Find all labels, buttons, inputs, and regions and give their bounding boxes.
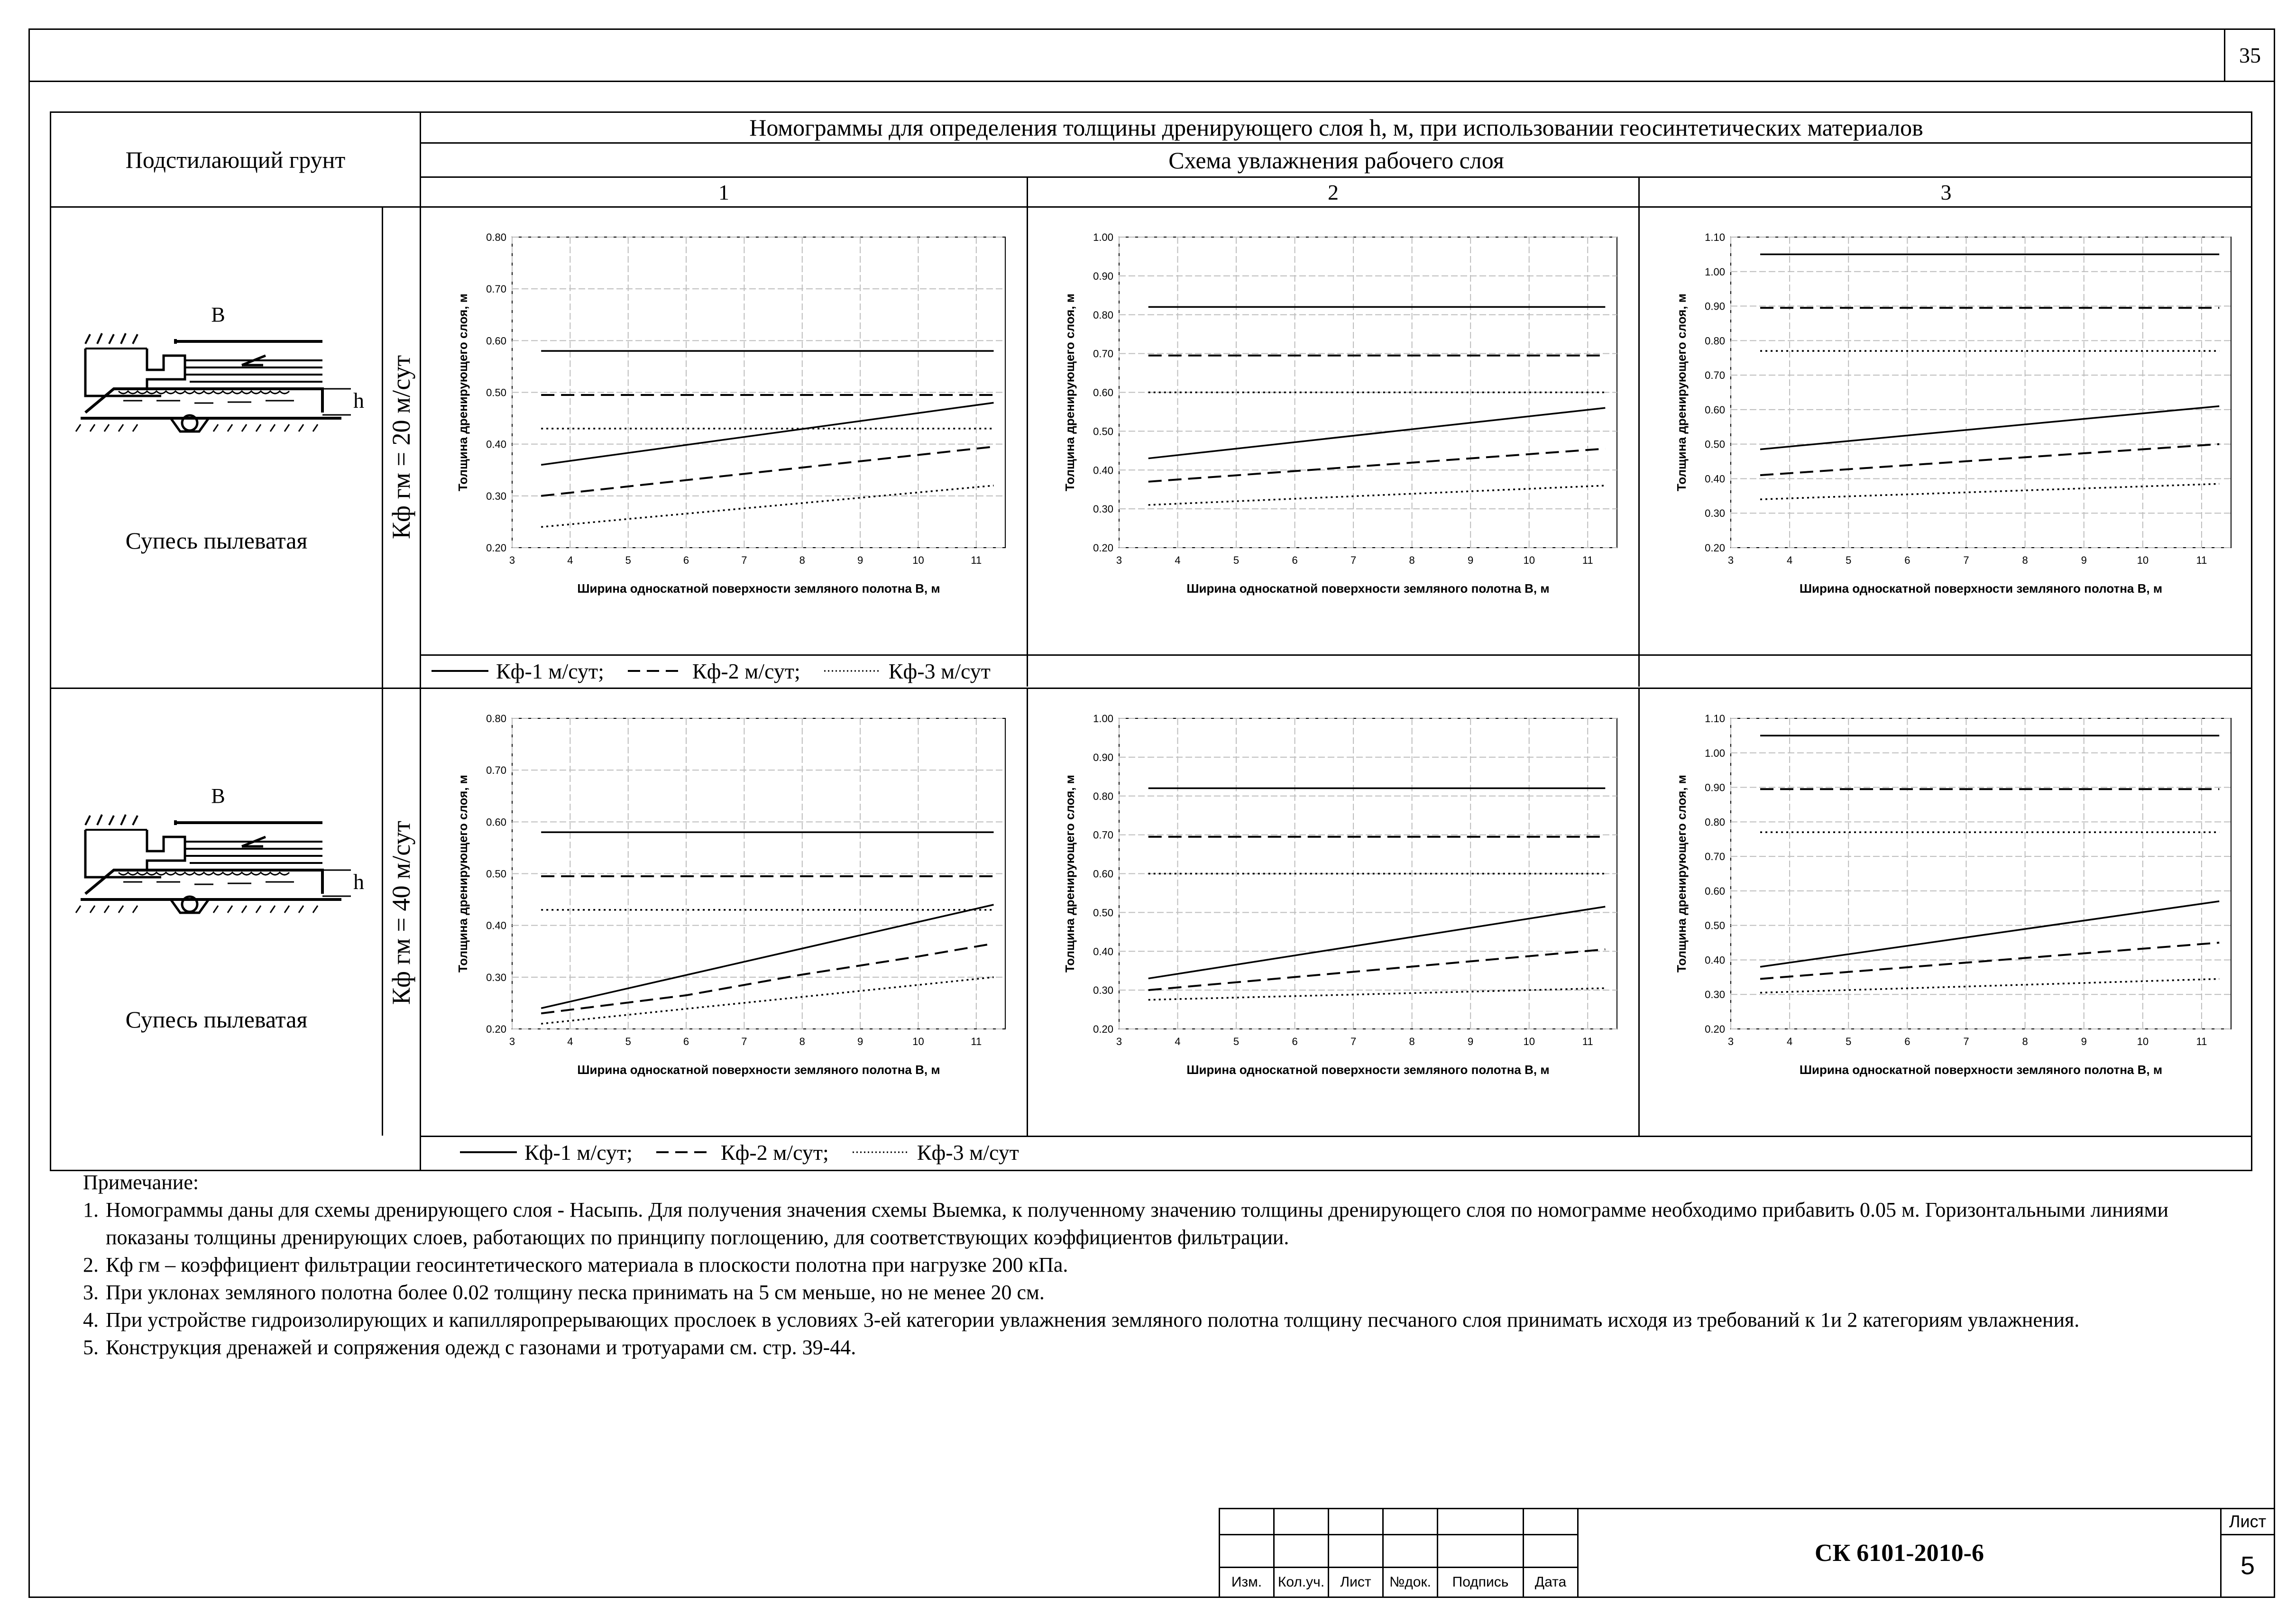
y-tick-label: 0.50 <box>1093 907 1113 919</box>
note-item <box>83 1306 2226 1334</box>
chart-row2-scheme3 <box>1641 692 2250 1110</box>
y-tick-label: 0.60 <box>486 335 506 347</box>
stamp-label-data: Дата <box>1524 1567 1578 1597</box>
y-tick-label: 0.30 <box>486 971 506 983</box>
plot-area <box>1731 718 2231 1029</box>
row-separator <box>50 688 2252 689</box>
y-tick-label: 0.40 <box>1705 954 1725 966</box>
header-line-3 <box>50 206 2252 208</box>
chart-svg <box>422 692 1024 1110</box>
page-number: 35 <box>2239 43 2261 67</box>
scheme-divider-2 <box>1638 176 1640 687</box>
row-1-k-label: Кф гм = 20 м/сут <box>387 355 416 539</box>
x-tick-label: 10 <box>2137 1036 2149 1047</box>
x-tick-label: 7 <box>741 1036 747 1047</box>
legend-item-k1 <box>460 1140 633 1165</box>
stamp-label-izm: Изм. <box>1220 1567 1274 1597</box>
stamp-label-list: Лист <box>1329 1567 1383 1597</box>
y-tick-label: 0.70 <box>486 764 506 777</box>
scheme-1-header: 1 <box>718 180 729 204</box>
note-item <box>83 1251 2226 1279</box>
chart-svg <box>1641 692 2250 1110</box>
x-tick-label: 11 <box>2196 554 2207 566</box>
scheme-divider-1 <box>1027 176 1028 687</box>
legend-row-1 <box>432 657 1014 685</box>
note-number: 1. <box>83 1198 99 1221</box>
note-number: 5. <box>83 1336 99 1359</box>
x-axis-label: Ширина односкатной поверхности земляного полотна В, м <box>577 581 940 596</box>
diagram-b-label: В <box>211 784 225 807</box>
note-number: 3. <box>83 1281 99 1304</box>
x-tick-label: 10 <box>1523 1036 1535 1047</box>
note-number: 2. <box>83 1253 99 1276</box>
x-tick-label: 7 <box>1350 1036 1357 1047</box>
row-1-legend-line <box>420 654 2252 656</box>
row-2-legend-line <box>420 1136 2252 1137</box>
stamp-label-ndok: №док. <box>1383 1567 1438 1597</box>
legend-label: Кф-1 м/сут; <box>496 659 604 683</box>
x-tick-label: 10 <box>912 1036 924 1047</box>
y-tick-label: 1.00 <box>1705 266 1725 278</box>
row-2-k-label-wrap <box>383 690 420 1136</box>
y-tick-label: 0.60 <box>1705 404 1725 416</box>
y-tick-label: 0.30 <box>1705 989 1725 1001</box>
y-tick-label: 0.60 <box>1705 885 1725 897</box>
scheme-divider-1b <box>1027 688 1028 1137</box>
chart-svg <box>422 211 1024 628</box>
x-tick-label: 7 <box>1963 1036 1969 1047</box>
x-tick-label: 5 <box>625 1036 631 1047</box>
scheme-2-header: 2 <box>1328 180 1339 204</box>
diagram-h-label: h <box>353 870 364 894</box>
x-axis-label: Ширина односкатной поверхности земляного полотна В, м <box>1799 1063 2163 1077</box>
x-axis-label: Ширина односкатной поверхности земляного полотна В, м <box>1799 581 2163 596</box>
stamp-label-podpis: Подпись <box>1438 1567 1524 1597</box>
y-tick-label: 1.00 <box>1093 231 1113 243</box>
x-tick-label: 4 <box>1786 1036 1793 1047</box>
x-tick-label: 6 <box>1292 554 1298 566</box>
y-tick-label: 0.40 <box>1093 945 1113 958</box>
y-tick-label: 0.90 <box>1093 751 1113 763</box>
y-tick-label: 0.50 <box>1705 919 1725 932</box>
chart-row1-scheme1 <box>422 211 1024 628</box>
chart-svg <box>1641 211 2250 628</box>
document-code: СК 6101-2010-6 <box>1578 1509 2221 1597</box>
legend-item-k3 <box>853 1140 1019 1165</box>
y-tick-label: 0.70 <box>486 283 506 295</box>
x-tick-label: 9 <box>1468 1036 1474 1047</box>
y-tick-label: 0.80 <box>1705 816 1725 828</box>
y-tick-label: 0.30 <box>1093 984 1113 997</box>
x-tick-label: 8 <box>799 554 805 566</box>
x-tick-label: 3 <box>1727 1036 1734 1047</box>
row-2-soil-label: Супесь пылеватая <box>125 1006 308 1033</box>
x-tick-label: 3 <box>1727 554 1734 566</box>
x-tick-label: 10 <box>1523 554 1535 566</box>
y-tick-label: 0.40 <box>1093 464 1113 477</box>
y-tick-label: 0.90 <box>1705 300 1725 312</box>
x-tick-label: 8 <box>799 1036 805 1047</box>
x-tick-label: 11 <box>1582 554 1593 566</box>
x-tick-label: 9 <box>2081 1036 2087 1047</box>
x-tick-label: 6 <box>1292 1036 1298 1047</box>
y-axis-label: Толщина дренирующего слоя, м <box>1063 293 1077 492</box>
y-tick-label: 0.60 <box>1093 868 1113 880</box>
y-axis-label: Толщина дренирующего слоя, м <box>456 774 470 973</box>
note-text: Конструкция дренажей и сопряжения одежд с газонами и тротуарами см. стр. 39-44. <box>106 1336 856 1359</box>
x-tick-label: 4 <box>1175 554 1181 566</box>
x-tick-label: 5 <box>1846 1036 1852 1047</box>
x-tick-label: 5 <box>1846 554 1852 566</box>
stamp-label-kol: Кол.уч. <box>1274 1567 1329 1597</box>
y-tick-label: 0.60 <box>1093 386 1113 399</box>
note-item <box>83 1334 2226 1361</box>
x-tick-label: 3 <box>1116 554 1122 566</box>
y-tick-label: 0.20 <box>486 542 506 554</box>
cross-section-diagram-2 <box>76 775 364 955</box>
y-axis-label: Толщина дренирующего слоя, м <box>1063 774 1077 973</box>
legend-dotted-line-icon <box>853 1150 909 1155</box>
note-text: При уклонах земляного полотна более 0.02 толщину песка принимать на 5 см меньше, но не менее 20 см. <box>106 1281 1045 1304</box>
legend-item-k3 <box>824 659 991 684</box>
row-1-soil-label: Супесь пылеватая <box>125 527 308 554</box>
y-tick-label: 0.20 <box>1093 1023 1113 1035</box>
y-tick-label: 0.70 <box>1093 348 1113 360</box>
x-tick-label: 6 <box>683 1036 689 1047</box>
y-tick-label: 1.00 <box>1093 713 1113 725</box>
x-tick-label: 5 <box>625 554 631 566</box>
y-axis-label: Толщина дренирующего слоя, м <box>1674 293 1689 492</box>
x-tick-label: 8 <box>2022 1036 2028 1047</box>
y-tick-label: 0.50 <box>1705 438 1725 450</box>
chart-row1-scheme3 <box>1641 211 2250 628</box>
x-tick-label: 9 <box>857 1036 863 1047</box>
y-axis-label: Толщина дренирующего слоя, м <box>456 293 470 492</box>
x-tick-label: 9 <box>857 554 863 566</box>
x-tick-label: 7 <box>1963 554 1969 566</box>
y-tick-label: 0.70 <box>1705 851 1725 863</box>
legend-row-2 <box>460 1138 1043 1166</box>
x-tick-label: 6 <box>1904 1036 1910 1047</box>
y-tick-label: 0.80 <box>1705 335 1725 347</box>
x-tick-label: 7 <box>741 554 747 566</box>
row-1-k-label-wrap <box>383 209 420 685</box>
x-tick-label: 3 <box>509 554 515 566</box>
legend-item-k2 <box>628 659 800 684</box>
x-tick-label: 11 <box>2196 1036 2207 1047</box>
note-item <box>83 1279 2226 1306</box>
note-item <box>83 1196 2226 1251</box>
y-tick-label: 0.50 <box>486 868 506 880</box>
x-tick-label: 10 <box>912 554 924 566</box>
x-tick-label: 4 <box>1175 1036 1181 1047</box>
y-tick-label: 0.60 <box>486 816 506 828</box>
x-axis-label: Ширина односкатной поверхности земляного полотна В, м <box>1186 1063 1550 1077</box>
legend-label: Кф-2 м/сут; <box>720 1140 829 1165</box>
y-tick-label: 0.20 <box>1705 542 1725 554</box>
x-tick-label: 11 <box>971 554 982 566</box>
legend-dotted-line-icon <box>824 669 881 673</box>
y-tick-label: 1.00 <box>1705 747 1725 759</box>
chart-row2-scheme2 <box>1029 692 1636 1110</box>
y-tick-label: 0.30 <box>486 490 506 502</box>
y-tick-label: 0.40 <box>486 919 506 932</box>
y-tick-label: 1.10 <box>1705 231 1725 243</box>
y-tick-label: 0.40 <box>1705 473 1725 485</box>
notes-block <box>83 1169 2226 1361</box>
legend-item-k1 <box>432 659 604 684</box>
soil-column-header: Подстилающий грунт <box>125 146 346 173</box>
sheet-label: Лист <box>2221 1509 2275 1535</box>
x-tick-label: 9 <box>1468 554 1474 566</box>
chart-svg <box>1029 211 1636 628</box>
scheme-3-header: 3 <box>1940 180 1952 204</box>
note-number: 4. <box>83 1308 99 1331</box>
y-tick-label: 0.20 <box>1093 542 1113 554</box>
legend-label: Кф-3 м/сут <box>917 1140 1019 1165</box>
legend-item-k2 <box>656 1140 829 1165</box>
table-subtitle: Схема увлажнения рабочего слоя <box>1168 147 1504 174</box>
sheet-number: 5 <box>2221 1534 2275 1597</box>
y-tick-label: 0.70 <box>1093 829 1113 841</box>
legend-dashed-line-icon <box>656 1150 713 1155</box>
chart-row1-scheme2 <box>1029 211 1636 628</box>
y-tick-label: 0.80 <box>486 713 506 725</box>
y-axis-label: Толщина дренирующего слоя, м <box>1674 774 1689 973</box>
x-tick-label: 6 <box>1904 554 1910 566</box>
x-tick-label: 11 <box>1582 1036 1593 1047</box>
cross-section-diagram <box>76 294 364 474</box>
y-tick-label: 0.80 <box>1093 790 1113 802</box>
x-tick-label: 11 <box>971 1036 982 1047</box>
x-axis-label: Ширина односкатной поверхности земляного полотна В, м <box>577 1063 940 1077</box>
x-tick-label: 4 <box>567 1036 573 1047</box>
y-tick-label: 0.80 <box>486 231 506 243</box>
legend-label: Кф-1 м/сут; <box>524 1140 633 1165</box>
chart-row2-scheme1 <box>422 692 1024 1110</box>
x-tick-label: 7 <box>1350 554 1357 566</box>
x-tick-label: 8 <box>1409 1036 1415 1047</box>
top-strip-line <box>28 81 2275 82</box>
y-tick-label: 0.20 <box>486 1023 506 1035</box>
legend-solid-line-icon <box>432 669 488 673</box>
y-tick-label: 0.50 <box>1093 425 1113 438</box>
note-text: Номограммы даны для схемы дренирующего слоя - Насыпь. Для получения значения схемы Выемка, к полученному значению толщины дренирующего слоя по номограмме необходимо прибавить 0.05 м. Горизонтальными линиями показаны толщины дренирующих слоев, работающих по принципу поглощению, для соответствующих коэффициентов фильтрации. <box>106 1198 2169 1249</box>
x-tick-label: 8 <box>1409 554 1415 566</box>
y-tick-label: 0.80 <box>1093 309 1113 321</box>
x-tick-label: 5 <box>1233 554 1240 566</box>
x-tick-label: 6 <box>683 554 689 566</box>
x-tick-label: 3 <box>1116 1036 1122 1047</box>
notes-title: Примечание: <box>83 1171 199 1194</box>
y-tick-label: 0.30 <box>1705 507 1725 520</box>
scheme-divider-2b <box>1638 688 1640 1137</box>
y-tick-label: 0.40 <box>486 438 506 450</box>
legend-solid-line-icon <box>460 1150 517 1155</box>
title-block <box>1219 1508 2275 1598</box>
y-tick-label: 0.90 <box>1705 781 1725 794</box>
plot-area <box>1731 237 2231 548</box>
legend-label: Кф-3 м/сут <box>888 659 991 683</box>
x-tick-label: 4 <box>567 554 573 566</box>
row-2-k-label: Кф гм = 40 м/сут <box>387 820 416 1005</box>
diagram-b-label: В <box>211 303 225 326</box>
diagram-h-label: h <box>353 388 364 413</box>
y-tick-label: 0.90 <box>1093 270 1113 282</box>
note-text: При устройстве гидроизолирующих и капилляропрерывающих прослоек в условиях 3-ей категории увлажнения земляного полотна толщину песчаного слоя принимать исходя из требований к 1и 2 категориям увлажнения. <box>106 1308 2080 1331</box>
chart-svg <box>1029 692 1636 1110</box>
x-tick-label: 8 <box>2022 554 2028 566</box>
y-tick-label: 0.30 <box>1093 503 1113 515</box>
x-tick-label: 10 <box>2137 554 2149 566</box>
y-tick-label: 0.20 <box>1705 1023 1725 1035</box>
y-tick-label: 0.50 <box>486 386 506 399</box>
table-title: Номограммы для определения толщины дренирующего слоя h, м, при использовании геосинтетических материалов <box>749 114 1923 141</box>
x-tick-label: 9 <box>2081 554 2087 566</box>
y-tick-label: 1.10 <box>1705 713 1725 725</box>
x-tick-label: 5 <box>1233 1036 1240 1047</box>
soil-column-divider <box>420 111 421 1171</box>
x-tick-label: 4 <box>1786 554 1793 566</box>
legend-dashed-line-icon <box>628 669 685 673</box>
x-tick-label: 3 <box>509 1036 515 1047</box>
y-tick-label: 0.70 <box>1705 369 1725 382</box>
x-axis-label: Ширина односкатной поверхности земляного полотна В, м <box>1186 581 1550 596</box>
legend-label: Кф-2 м/сут; <box>692 659 800 683</box>
note-text: Кф гм – коэффициент фильтрации геосинтетического материала в плоскости полотна при нагрузке 200 кПа. <box>106 1253 1068 1276</box>
